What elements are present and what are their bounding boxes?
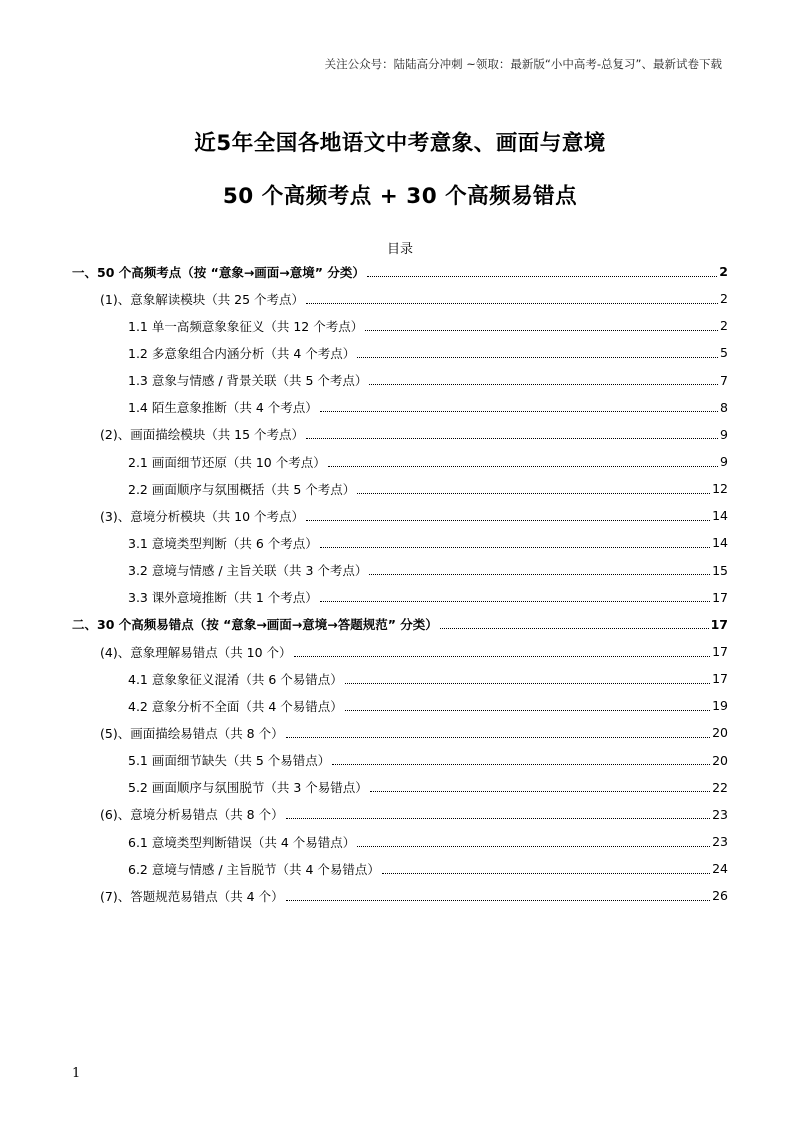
toc-dot-leader bbox=[357, 492, 710, 494]
toc-dot-leader bbox=[440, 627, 709, 629]
toc-entry-title: (6)、意境分析易错点（共 8 个） bbox=[100, 807, 284, 823]
toc-dot-leader bbox=[306, 519, 710, 521]
toc-entry[interactable] bbox=[72, 529, 728, 556]
toc-entry-page: 24 bbox=[712, 861, 728, 877]
toc-entry-title: (1)、意象解读模块（共 25 个考点） bbox=[100, 291, 305, 307]
toc-entry[interactable] bbox=[72, 774, 728, 801]
toc-entry-title: 二、30 个高频易错点（按 “意象→画面→意境→答题规范” 分类） bbox=[72, 617, 438, 633]
table-of-contents bbox=[72, 258, 728, 909]
toc-dot-leader bbox=[365, 329, 718, 331]
toc-entry[interactable] bbox=[72, 882, 728, 909]
toc-entry-page: 14 bbox=[712, 508, 728, 524]
toc-entry-title: 3.2 意境与情感 / 主旨关联（共 3 个考点） bbox=[128, 563, 368, 579]
toc-entry-page: 19 bbox=[712, 698, 728, 714]
toc-entry-title: 一、50 个高频考点（按 “意象→画面→意境” 分类） bbox=[72, 264, 365, 280]
toc-dot-leader bbox=[294, 655, 711, 657]
toc-entry-page: 2 bbox=[720, 291, 728, 307]
toc-entry[interactable] bbox=[72, 475, 728, 502]
toc-entry-title: 4.2 意象分析不全面（共 4 个易错点） bbox=[128, 698, 343, 714]
toc-dot-leader bbox=[320, 410, 718, 412]
toc-entry[interactable] bbox=[72, 747, 728, 774]
toc-entry-title: 2.2 画面顺序与氛围概括（共 5 个考点） bbox=[128, 481, 356, 497]
toc-dot-leader bbox=[345, 709, 710, 711]
toc-entry[interactable] bbox=[72, 258, 728, 285]
toc-entry[interactable] bbox=[72, 394, 728, 421]
toc-dot-leader bbox=[345, 682, 710, 684]
toc-entry[interactable] bbox=[72, 638, 728, 665]
toc-entry-page: 14 bbox=[712, 535, 728, 551]
toc-entry[interactable] bbox=[72, 312, 728, 339]
toc-dot-leader bbox=[306, 437, 718, 439]
toc-entry[interactable] bbox=[72, 855, 728, 882]
toc-entry[interactable] bbox=[72, 557, 728, 584]
toc-dot-leader bbox=[306, 302, 718, 304]
toc-heading: 目录 bbox=[386, 242, 413, 257]
toc-entry-title: (5)、画面描绘易错点（共 8 个） bbox=[100, 725, 284, 741]
toc-entry-title: 3.1 意境类型判断（共 6 个考点） bbox=[128, 535, 318, 551]
page-number: 1 bbox=[72, 1066, 81, 1081]
toc-entry-page: 9 bbox=[720, 454, 728, 470]
toc-entry-title: 1.2 多意象组合内涵分析（共 4 个考点） bbox=[128, 345, 356, 361]
toc-entry[interactable] bbox=[72, 801, 728, 828]
toc-entry[interactable] bbox=[72, 584, 728, 611]
toc-entry[interactable] bbox=[72, 367, 728, 394]
toc-entry[interactable] bbox=[72, 502, 728, 529]
toc-dot-leader bbox=[328, 465, 718, 467]
toc-entry[interactable] bbox=[72, 421, 728, 448]
toc-entry-title: 5.2 画面顺序与氛围脱节（共 3 个易错点） bbox=[128, 780, 368, 796]
toc-entry-page: 2 bbox=[720, 318, 728, 334]
toc-entry-title: (3)、意境分析模块（共 10 个考点） bbox=[100, 508, 305, 524]
toc-dot-leader bbox=[286, 899, 710, 901]
toc-entry-page: 17 bbox=[712, 589, 728, 605]
toc-entry-page: 17 bbox=[712, 671, 728, 687]
toc-dot-leader bbox=[382, 872, 710, 874]
toc-dot-leader bbox=[369, 573, 710, 575]
document-subtitle: 50 个高频考点 + 30 个高频易错点 bbox=[222, 184, 578, 209]
toc-entry-page: 12 bbox=[712, 481, 728, 497]
toc-entry-page: 22 bbox=[712, 779, 728, 795]
toc-entry-page: 7 bbox=[720, 372, 728, 388]
toc-entry-title: 6.1 意境类型判断错误（共 4 个易错点） bbox=[128, 834, 356, 850]
toc-entry-page: 23 bbox=[712, 806, 728, 822]
toc-entry[interactable] bbox=[72, 719, 728, 746]
toc-entry-title: 2.1 画面细节还原（共 10 个考点） bbox=[128, 454, 326, 470]
document-title: 近5年全国各地语文中考意象、画面与意境 bbox=[194, 131, 606, 156]
toc-entry-title: 5.1 画面细节缺失（共 5 个易错点） bbox=[128, 753, 331, 769]
toc-entry-page: 5 bbox=[720, 345, 728, 361]
toc-entry-title: 1.3 意象与情感 / 背景关联（共 5 个考点） bbox=[128, 373, 368, 389]
toc-entry-page: 9 bbox=[720, 426, 728, 442]
toc-entry-title: (7)、答题规范易错点（共 4 个） bbox=[100, 888, 284, 904]
toc-entry-title: (2)、画面描绘模块（共 15 个考点） bbox=[100, 427, 305, 443]
toc-entry[interactable] bbox=[72, 665, 728, 692]
toc-dot-leader bbox=[357, 845, 710, 847]
toc-entry-page: 23 bbox=[712, 834, 728, 850]
toc-entry[interactable] bbox=[72, 285, 728, 312]
toc-entry-title: 3.3 课外意境推断（共 1 个考点） bbox=[128, 590, 318, 606]
toc-dot-leader bbox=[320, 546, 710, 548]
toc-entry-page: 2 bbox=[719, 264, 728, 280]
toc-entry-page: 8 bbox=[720, 399, 728, 415]
toc-dot-leader bbox=[286, 736, 710, 738]
toc-entry-page: 17 bbox=[712, 644, 728, 660]
toc-entry-title: 1.1 单一高频意象象征义（共 12 个考点） bbox=[128, 318, 364, 334]
toc-entry-page: 17 bbox=[710, 616, 728, 632]
toc-entry-title: 6.2 意境与情感 / 主旨脱节（共 4 个易错点） bbox=[128, 861, 380, 877]
toc-entry-page: 20 bbox=[712, 752, 728, 768]
toc-entry[interactable] bbox=[72, 828, 728, 855]
toc-entry-page: 26 bbox=[712, 888, 728, 904]
toc-dot-leader bbox=[357, 356, 718, 358]
toc-dot-leader bbox=[369, 383, 718, 385]
toc-entry-title: 4.1 意象象征义混淆（共 6 个易错点） bbox=[128, 671, 343, 687]
toc-dot-leader bbox=[286, 817, 710, 819]
toc-entry[interactable] bbox=[72, 448, 728, 475]
toc-entry-page: 20 bbox=[712, 725, 728, 741]
toc-dot-leader bbox=[332, 763, 710, 765]
toc-entry-title: 1.4 陌生意象推断（共 4 个考点） bbox=[128, 400, 318, 416]
toc-dot-leader bbox=[370, 790, 710, 792]
toc-entry-page: 15 bbox=[712, 562, 728, 578]
page-header: 关注公众号：陆陆高分冲刺 ~领取：最新版“小中高考-总复习”、最新试卷下载 bbox=[324, 57, 722, 71]
toc-dot-leader bbox=[367, 275, 717, 277]
toc-entry[interactable] bbox=[72, 692, 728, 719]
toc-entry[interactable] bbox=[72, 611, 728, 638]
toc-dot-leader bbox=[320, 600, 710, 602]
toc-entry[interactable] bbox=[72, 339, 728, 366]
toc-entry-title: (4)、意象理解易错点（共 10 个） bbox=[100, 644, 292, 660]
